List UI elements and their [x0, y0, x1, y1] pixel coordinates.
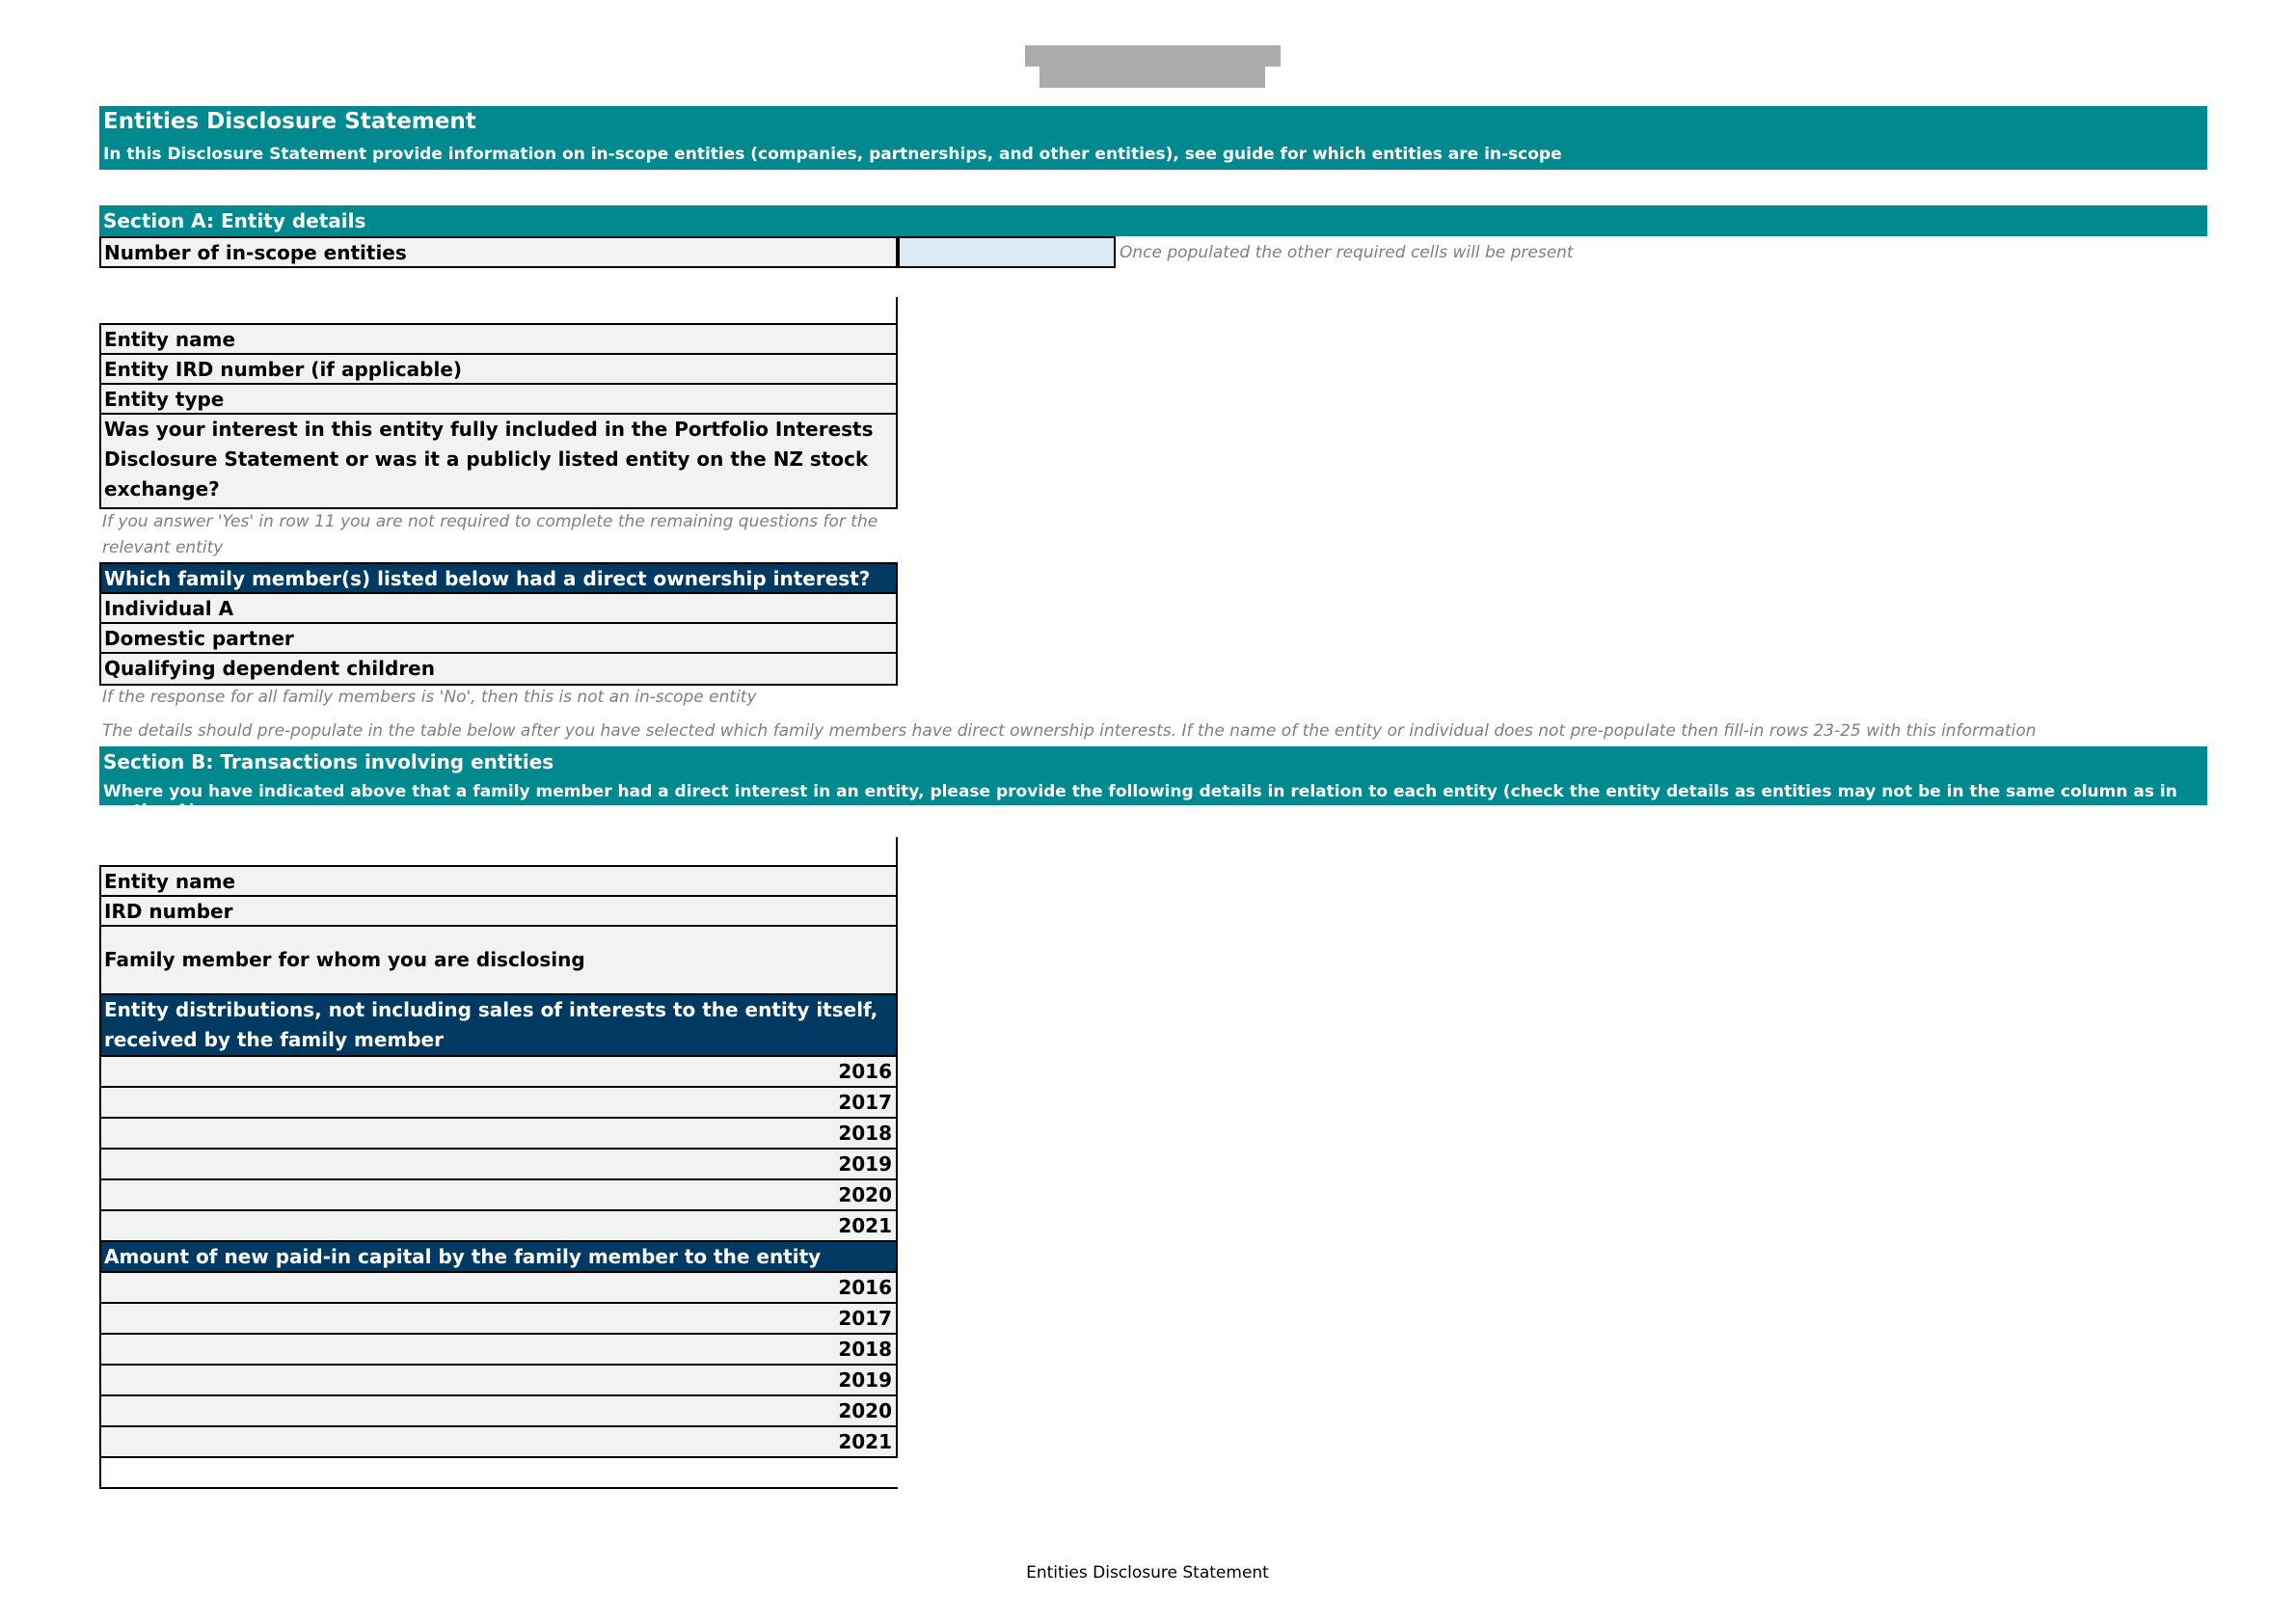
- year-row[interactable]: 2018: [99, 1333, 898, 1366]
- section-b-title: Section B: Transactions involving entities: [103, 750, 554, 773]
- entity-count-label: Number of in-scope entities: [99, 236, 898, 268]
- entity-type-label: Entity type: [99, 383, 898, 415]
- section-a-header: [99, 205, 2207, 236]
- b-ird-label: IRD number: [99, 895, 898, 927]
- column-divider-b: [896, 837, 898, 866]
- year-row[interactable]: 2016: [99, 1271, 898, 1304]
- year-row[interactable]: 2021: [99, 1209, 898, 1242]
- section-b-header: [99, 746, 2207, 821]
- prepopulate-note: The details should pre-populate in the table below after you have selected which family members have direct ownership interests. If the name of the entity or individual does not pre-populate then fill-in rows 23-25 with this information: [102, 721, 2037, 741]
- trailing-row-left: [99, 1456, 101, 1489]
- section-a-title: Section A: Entity details: [103, 209, 366, 232]
- year-row[interactable]: 2017: [99, 1086, 898, 1119]
- page-subtitle: In this Disclosure Statement provide information on in-scope entities (companies, partnerships, and other entities), see guide for which entities are in-scope: [103, 145, 1562, 164]
- section-b-subtitle: Where you have indicated above that a family member had a direct interest in an entity, please provide the following details in relation to each entity (check the entity details as entities may not be in the same column as in section A).: [103, 782, 2177, 821]
- portfolio-question-label: Was your interest in this entity fully included in the Portfolio Interests Disclosure Statement or was it a publicly listed entity on the NZ stock exchange?: [99, 413, 898, 509]
- b-family-member-label: Family member for whom you are disclosing: [99, 925, 898, 995]
- year-row[interactable]: 2020: [99, 1394, 898, 1427]
- capital-header: Amount of new paid-in capital by the family member to the entity: [99, 1240, 898, 1273]
- b-entity-name-label: Entity name: [99, 865, 898, 897]
- year-row[interactable]: 2018: [99, 1117, 898, 1150]
- trailing-row-bottom: [99, 1487, 898, 1489]
- entity-count-input[interactable]: [898, 236, 1116, 268]
- page-title: Entities Disclosure Statement: [103, 109, 476, 134]
- ownership-header: Which family member(s) listed below had a direct ownership interest?: [99, 562, 898, 594]
- member-individual-a: Individual A: [99, 592, 898, 624]
- entity-name-label: Entity name: [99, 323, 898, 355]
- member-domestic-partner: Domestic partner: [99, 622, 898, 654]
- year-row[interactable]: 2016: [99, 1055, 898, 1088]
- logo-placeholder-bottom: [1040, 67, 1265, 88]
- title-band: [99, 106, 2207, 170]
- entity-ird-label: Entity IRD number (if applicable): [99, 353, 898, 385]
- entity-count-note: Once populated the other required cells will be present: [1120, 243, 1574, 262]
- page-footer: Entities Disclosure Statement: [1026, 1563, 1269, 1583]
- year-row[interactable]: 2021: [99, 1425, 898, 1458]
- yes-answer-note: If you answer 'Yes' in row 11 you are not required to complete the remaining questions for the relevant entity: [102, 512, 878, 557]
- year-row[interactable]: 2017: [99, 1302, 898, 1335]
- column-divider: [896, 297, 898, 323]
- year-row[interactable]: 2019: [99, 1364, 898, 1396]
- year-row[interactable]: 2020: [99, 1178, 898, 1211]
- no-answer-note: If the response for all family members is 'No', then this is not an in-scope entity: [102, 688, 757, 707]
- member-dependent-children: Qualifying dependent children: [99, 652, 898, 686]
- year-row[interactable]: 2019: [99, 1148, 898, 1180]
- distributions-header: Entity distributions, not including sales of interests to the entity itself, received by the family member: [99, 993, 898, 1057]
- logo-placeholder-top: [1025, 45, 1281, 67]
